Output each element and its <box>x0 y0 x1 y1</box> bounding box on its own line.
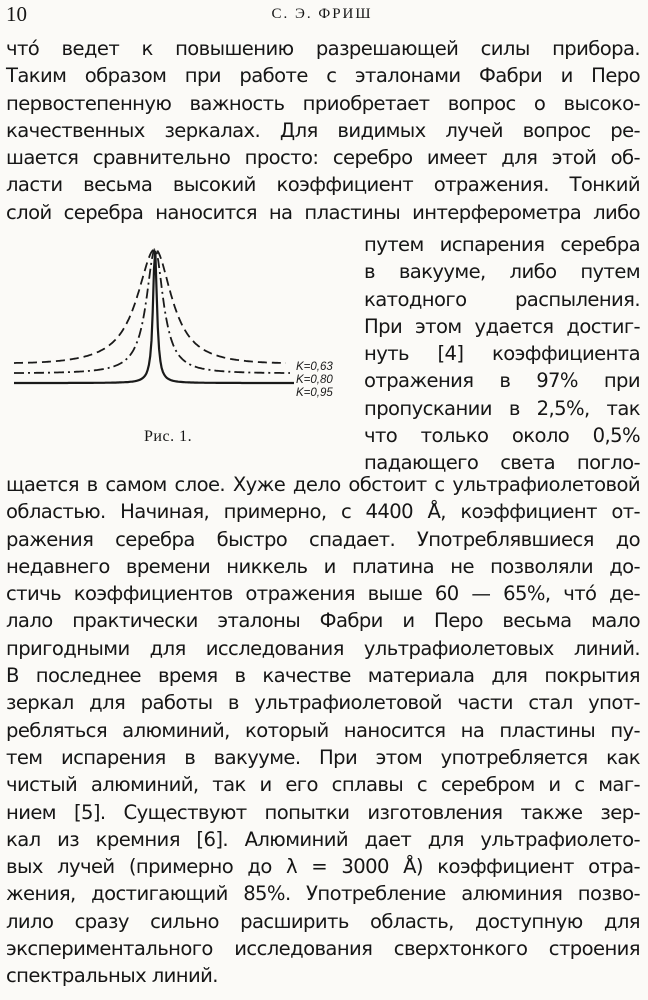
text-line: областью. Начиная, примерно, с 4400 Å, коэффициент от- <box>6 500 640 524</box>
text-line: слой серебра наносится на пластины интерферометра либо <box>6 200 640 224</box>
text-line: падающего света погло- <box>364 451 640 475</box>
text-line: кал из кремния [6]. Алюминий дает для ультрафиолето- <box>6 827 640 851</box>
text-line: Таким образом при работе с эталонами Фабри и Перо <box>6 64 640 88</box>
text-line: ласти весьма высокий коэффициент отражения. Тонкий <box>6 173 640 197</box>
text-line: ражения серебра быстро спадает. Употреблявшиеся до <box>6 527 640 551</box>
text-line: лило сразу сильно расширить область, доступную для <box>6 909 640 933</box>
top-paragraph <box>6 35 640 226</box>
figure-caption: Рис. 1. <box>144 428 193 445</box>
text-line: качественных зеркалах. Для видимых лучей вопрос ре- <box>6 118 640 142</box>
curve-label: K=0,95 <box>296 387 333 399</box>
side-paragraph <box>364 231 640 477</box>
text-line: нием [5]. Существуют попытки изготовления также зер- <box>6 800 640 824</box>
text-line: путем испарения серебра <box>364 233 640 256</box>
text-line: вых лучей (примерно до λ = 3000 Å) коэффициент отра- <box>6 855 640 879</box>
text-line: тем испарения в вакууме. При этом употребляется как <box>6 745 640 769</box>
text-line: экспериментального исследования сверхтонкого строения <box>6 937 640 961</box>
curve-labels-group <box>296 361 333 399</box>
text-line: При этом удается достиг- <box>364 314 640 338</box>
text-line: что только около 0,5% <box>364 424 640 448</box>
curve-K=0,95 <box>14 251 294 383</box>
text-line: нуть [4] коэффициента <box>364 342 640 366</box>
text-line: В последнее время в качестве материала для покрытия <box>6 664 640 688</box>
curve-label: K=0,63 <box>296 361 333 373</box>
text-line: спектральных линий. <box>6 964 218 988</box>
text-line: недавнего времени никкель и платина не позволяли до- <box>6 554 640 578</box>
text-line: жения, достигающий 85%. Употребление алюминия позво- <box>6 882 640 906</box>
text-line: чистый алюминий, так и его сплавы с серебром и с маг- <box>6 773 640 797</box>
page-header <box>6 2 638 32</box>
text-line: первостепенную важность приобретает вопрос о высоко- <box>6 91 640 115</box>
bottom-paragraph <box>6 471 640 990</box>
figure-1 <box>6 240 356 455</box>
text-line: зеркал для работы в ультрафиолетовой части стал упот- <box>6 691 640 715</box>
text-line: пропускании в 2,5%, так <box>364 396 640 420</box>
text-line: лало практически эталоны Фабри и Перо весьма мало <box>6 609 640 633</box>
curves-group <box>14 249 294 383</box>
running-head: С. Э. ФРИШ <box>271 6 373 22</box>
text-line: пригодными для исследования ультрафиолетовых линий. <box>6 636 640 660</box>
text-line: катодного распыления. <box>364 287 640 311</box>
curve-label: K=0,80 <box>296 374 333 386</box>
text-line: стичь коэффициентов отражения выше 60 — 65%, что́ де- <box>6 582 640 606</box>
text-line: отражения в 97% при <box>364 369 640 393</box>
text-line: ребляться алюминий, который наносится на пластины пу- <box>6 718 640 742</box>
text-line: в вакууме, либо путем <box>364 260 640 284</box>
text-line: шается сравнительно просто: серебро имеет для этой об- <box>6 146 640 170</box>
text-line: щается в самом слое. Хуже дело обстоит с ультрафиолетовой <box>6 473 640 496</box>
page-number: 10 <box>6 2 27 26</box>
text-line: что́ ведет к повышению разрешающей силы прибора. <box>6 37 640 60</box>
reflectance-curves-plot <box>6 240 356 420</box>
